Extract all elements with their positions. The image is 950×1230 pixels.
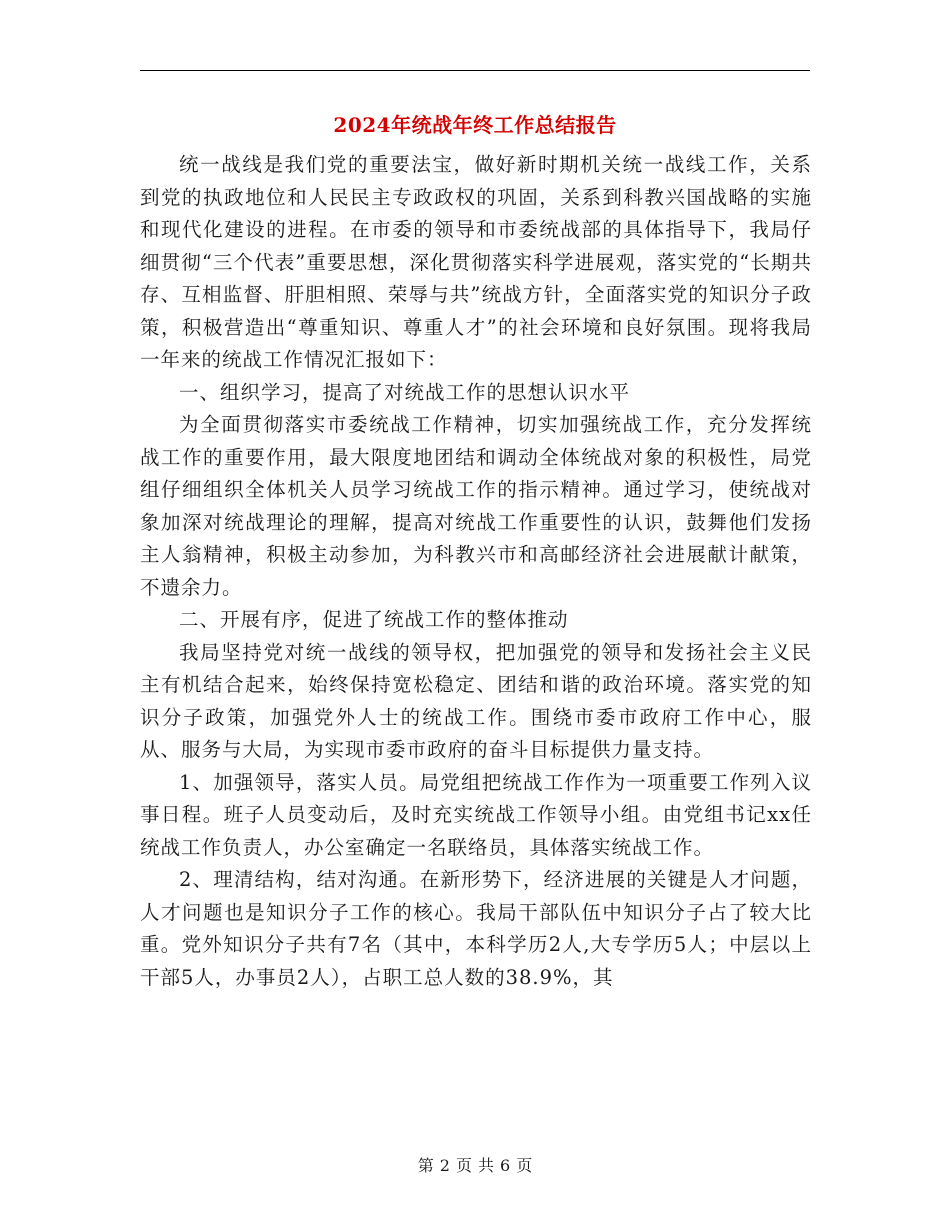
footer-total-pages: 6 bbox=[500, 1156, 511, 1175]
page-footer bbox=[0, 1154, 950, 1178]
document-body bbox=[140, 149, 812, 994]
document-title: 2024年统战年终工作总结报告 bbox=[333, 113, 617, 137]
footer-label-gong: 共 bbox=[478, 1156, 495, 1175]
footer-label-ye: 页 bbox=[455, 1156, 472, 1175]
item-1-paragraph: 1、加强领导，落实人员。局党组把统战工作作为一项重要工作列入议事日程。班子人员变动后，及时充实统战工作领导小组。由党组书记xx任统战工作负责人，办公室确定一名联络员，具体落实统战工作。 bbox=[140, 770, 812, 859]
footer-current-page: 2 bbox=[439, 1156, 450, 1175]
footer-label-ye-end: 页 bbox=[516, 1156, 533, 1175]
item-2-paragraph: 2、理清结构，结对沟通。在新形势下，经济进展的关键是人才问题，人才问题也是知识分子工作的核心。我局干部队伍中知识分子占了较大比重。党外知识分子共有7名（其中，本科学历2人,大专学历5人；中层以上干部5人，办事员2人），占职工总人数的38.9%，其 bbox=[140, 868, 812, 989]
section-heading-2: 二、开展有序，促进了统战工作的整体推动 bbox=[179, 608, 569, 631]
section-2-paragraph: 我局坚持党对统一战线的领导权，把加强党的领导和发扬社会主义民主有机结合起来，始终保持宽松稳定、团结和谐的政治环境。落实党的知识分子政策，加强党外人士的统战工作。围绕市委市政府工作中心，服从、服务与大局，为实现市委市政府的奋斗目标提供力量支持。 bbox=[140, 640, 812, 761]
intro-paragraph: 统一战线是我们党的重要法宝，做好新时期机关统一战线工作，关系到党的执政地位和人民民主专政政权的巩固，关系到科教兴国战略的实施和现代化建设的进程。在市委的领导和市委统战部的具体指导下，我局仔细贯彻“三个代表”重要思想，深化贯彻落实科学进展观，落实党的“长期共存、互相监督、肝胆相照、荣辱与共”统战方针，全面落实党的知识分子政策，积极营造出“尊重知识、尊重人才”的社会环境和良好氛围。现将我局一年来的统战工作情况汇报如下： bbox=[140, 153, 812, 371]
section-heading-1: 一、组织学习，提高了对统战工作的思想认识水平 bbox=[179, 380, 631, 404]
section-1-paragraph: 为全面贯彻落实市委统战工作精神，切实加强统战工作，充分发挥统战工作的重要作用，最大限度地团结和调动全体统战对象的积极性，局党组仔细组织全体机关人员学习统战工作的指示精神。通过学习，使统战对象加深对统战理论的理解，提高对统战工作重要性的认识，鼓舞他们发扬主人翁精神，积极主动参加，为科教兴市和高邮经济社会进展献计献策，不遗余力。 bbox=[140, 413, 812, 599]
footer-label-di: 第 bbox=[417, 1156, 434, 1175]
header-rule bbox=[140, 70, 810, 71]
